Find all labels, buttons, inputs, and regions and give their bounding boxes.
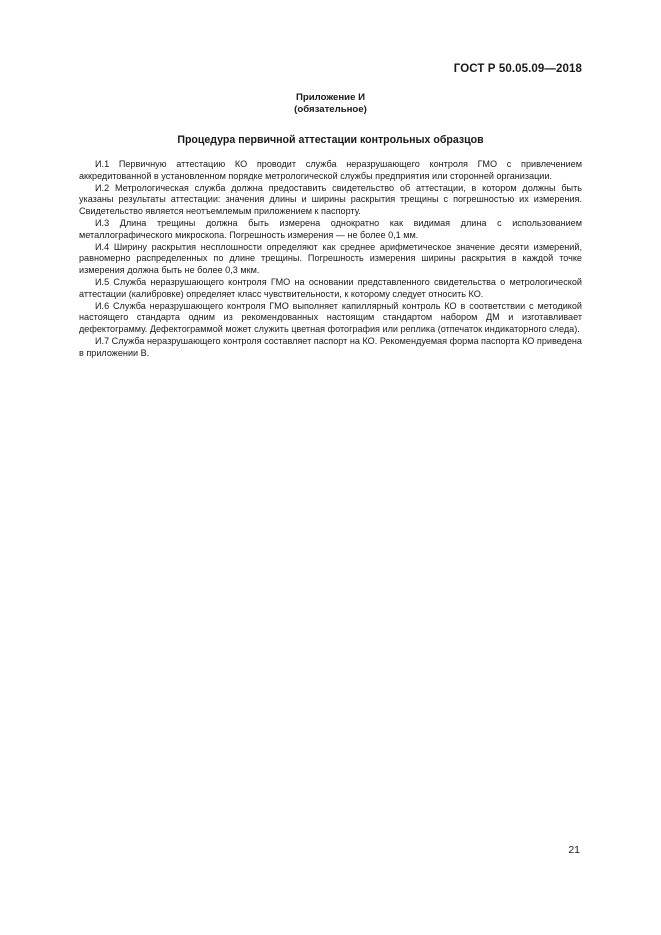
paragraph: И.3 Длина трещины должна быть измерена однократно как видимая длина с использованием металлографического микроскопа. Погрешность измерения — не более 0,1 мм. [79, 217, 582, 240]
paragraph: И.4 Ширину раскрытия несплошности определяют как среднее арифметическое значение десяти измерений, равномерно распределенных по длине трещины. Погрешность измерения ширины раскрытия в каждой точке измерения должна быть не более 0,3 мкм. [79, 241, 582, 276]
section-title: Процедура первичной аттестации контрольных образцов [177, 134, 484, 146]
paragraph: И.1 Первичную аттестацию КО проводит служба неразрушающего контроля ГМО с привлечением аккредитованной в установленном порядке метрологической службы предприятия или сторонней организации. [79, 159, 582, 181]
appendix-heading [0, 92, 661, 116]
paragraph: И.6 Служба неразрушающего контроля ГМО выполняет капиллярный контроль КО в соответствии с методикой настоящего стандарта одним из рекомендованных настоящим стандартом набором ДМ и изготавливает дефектограмму. Дефектограммой может служить цветная фотография или реплика (отпечаток индикаторного следа). [79, 300, 582, 335]
appendix-label: Приложение И [296, 92, 365, 103]
paragraph: И.5 Служба неразрушающего контроля ГМО на основании представленного свидетельства о метрологической аттестации (калибровке) определяет класс чувствительности, к которому следует относить КО. [79, 276, 582, 299]
document-code: ГОСТ Р 50.05.09—2018 [453, 63, 582, 75]
body-text [79, 159, 582, 360]
page-number: 21 [568, 844, 580, 856]
appendix-status: (обязательное) [294, 104, 367, 115]
paragraph: И.2 Метрологическая служба должна предоставить свидетельство об аттестации, в котором должны быть указаны результаты аттестации: значения длины и ширины раскрытия трещины с погрешностью их измерения. Свидетельство является неотъемлемым приложением к паспорту. [79, 182, 582, 217]
paragraph: И.7 Служба неразрушающего контроля составляет паспорт на КО. Рекомендуемая форма паспорта КО приведена в приложении В. [79, 335, 582, 358]
